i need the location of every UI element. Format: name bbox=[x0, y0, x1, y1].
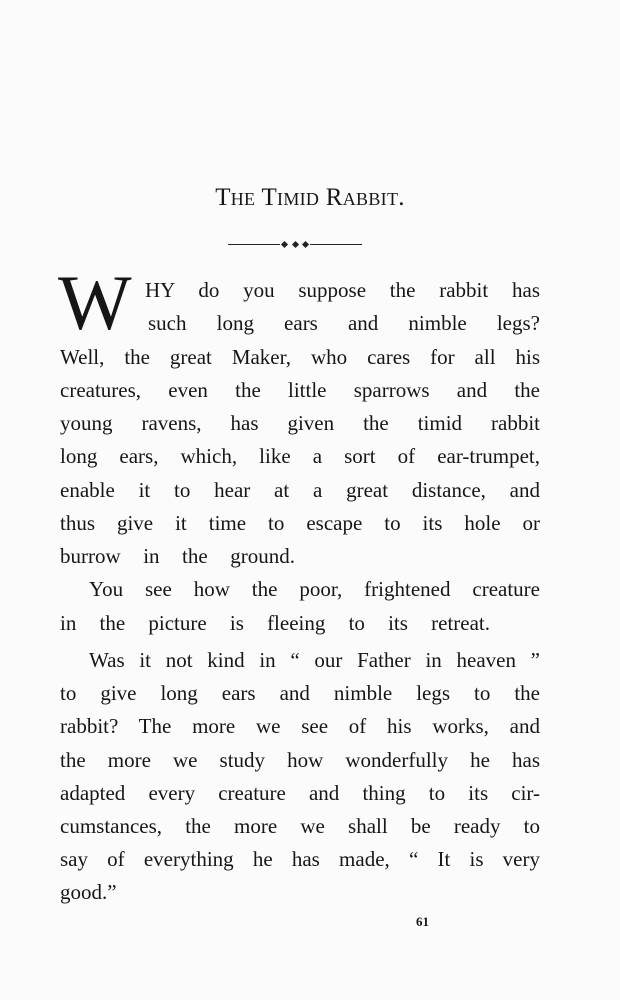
text-line: creatures, even the little sparrows and the bbox=[60, 378, 540, 402]
ornament-dots bbox=[280, 241, 310, 247]
text-line: thus give it time to escape to its hole or bbox=[60, 511, 540, 535]
ornament-dot bbox=[281, 240, 288, 247]
text-line: You see how the poor, frightened creature bbox=[89, 577, 540, 601]
text-line: rabbit? The more we see of his works, and bbox=[60, 714, 540, 738]
chapter-title: The Timid Rabbit. bbox=[215, 184, 405, 211]
ornament-line-left bbox=[228, 244, 280, 245]
ornament-dot bbox=[291, 240, 298, 247]
text-line: long ears, which, like a sort of ear-trumpet, bbox=[60, 444, 540, 468]
ornament-line-right bbox=[310, 244, 362, 245]
drop-cap: W bbox=[58, 259, 128, 346]
text-line: such long ears and nimble legs? bbox=[148, 311, 540, 335]
text-line: the more we study how wonderfully he has bbox=[60, 748, 540, 772]
text-line: say of everything he has made, “ It is very bbox=[60, 847, 540, 871]
text-line: in the picture is fleeing to its retreat. bbox=[60, 611, 490, 635]
title-ornament bbox=[228, 241, 362, 247]
text-line: adapted every creature and thing to its cir- bbox=[60, 781, 540, 805]
text-line: burrow in the ground. bbox=[60, 544, 295, 568]
ornament-dot bbox=[302, 240, 309, 247]
text-line: HY do you suppose the rabbit has bbox=[145, 278, 540, 302]
text-line: enable it to hear at a great distance, and bbox=[60, 478, 540, 502]
page-number: 61 bbox=[416, 914, 429, 929]
text-line: good.” bbox=[60, 880, 117, 904]
text-line: Well, the great Maker, who cares for all his bbox=[60, 345, 540, 369]
text-line: Was it not kind in “ our Father in heaven ” bbox=[89, 648, 540, 672]
text-line: cumstances, the more we shall be ready to bbox=[60, 814, 540, 838]
text-line: young ravens, has given the timid rabbit bbox=[60, 411, 540, 435]
text-line: to give long ears and nimble legs to the bbox=[60, 681, 540, 705]
